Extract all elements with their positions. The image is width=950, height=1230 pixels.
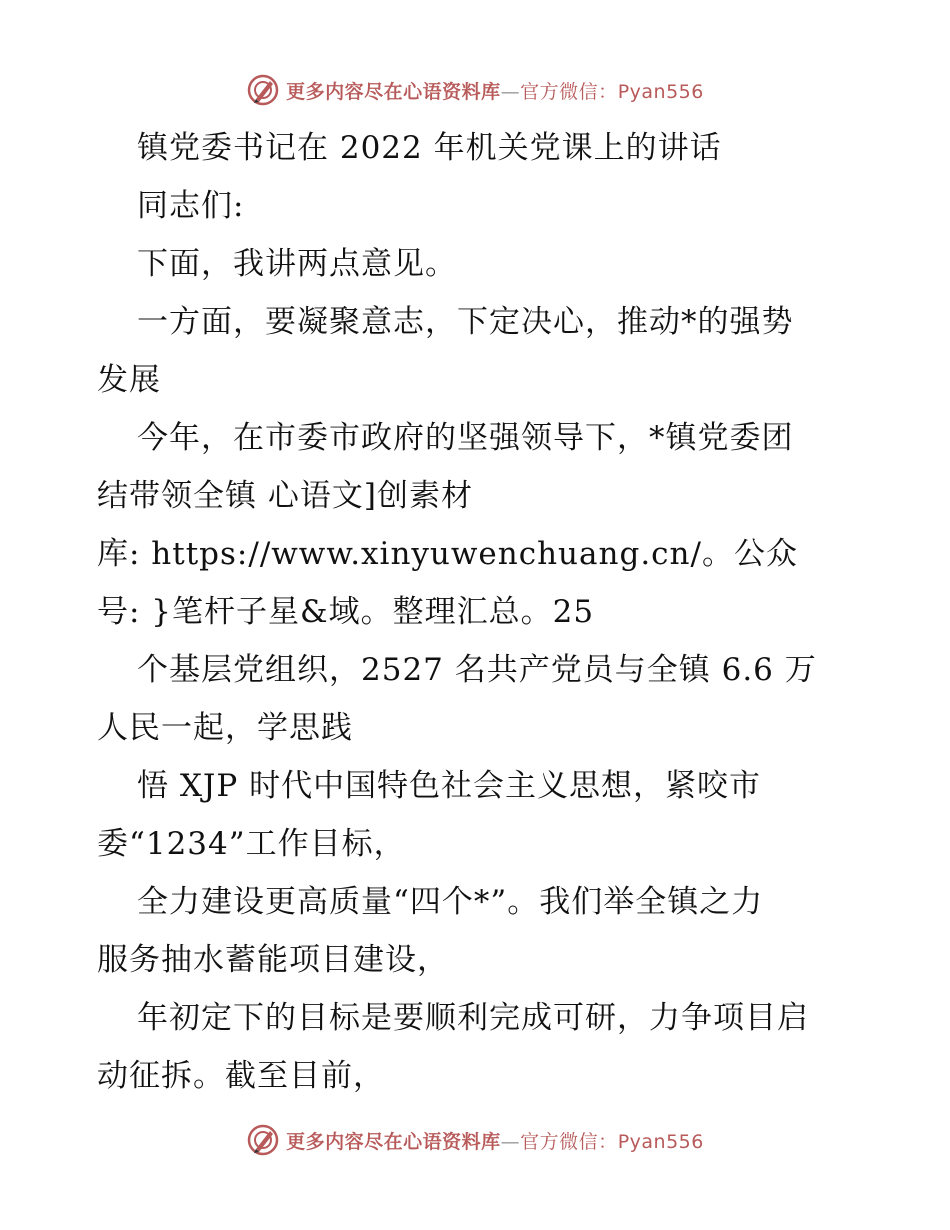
paragraph-line: 个基层党组织，2527 名共产党员与全镇 6.6 万 (137, 652, 817, 688)
paragraph-line: 一方面，要凝聚意志，下定决心，推动*的强势 (137, 304, 794, 340)
watermark-separator: — (500, 80, 521, 103)
paragraph-line: 今年，在市委市政府的坚强领导下，*镇党委团 (137, 420, 794, 456)
paragraph-line: 悟 XJP 时代中国特色社会主义思想，紧咬市 (137, 768, 762, 804)
watermark-banner-top (0, 70, 950, 110)
paragraph-line: 年初定下的目标是要顺利完成可研，力争项目启 (137, 1000, 809, 1036)
salutation: 同志们: (137, 188, 245, 224)
paragraph-line: 结带领全镇 心语文]创素材 (97, 478, 473, 514)
pen-logo-icon (246, 1123, 280, 1157)
watermark-main-text: 更多内容尽在心语资料库 (286, 80, 501, 103)
watermark-separator: — (500, 1130, 521, 1153)
paragraph-line: 动征拆。截至目前， (97, 1058, 385, 1094)
paragraph-line: 发展 (97, 362, 161, 398)
watermark-banner-bottom (0, 1120, 950, 1160)
watermark-main-text: 更多内容尽在心语资料库 (286, 1130, 501, 1153)
watermark-official-label: 官方微信： (520, 1130, 618, 1153)
paragraph-line: 号: }笔杆子星&域。整理汇总。25 (97, 594, 595, 630)
paragraph-line: 下面，我讲两点意见。 (137, 246, 457, 282)
watermark-account: Pyan556 (617, 80, 704, 103)
pen-logo-icon (246, 73, 280, 107)
paragraph-line: 全力建设更高质量“四个*”。我们举全镇之力 (137, 884, 764, 920)
paragraph-line: 人民一起，学思践 (97, 710, 353, 746)
paragraph-line: 委“1234”工作目标， (97, 826, 406, 862)
watermark-official-label: 官方微信： (520, 80, 618, 103)
document-title: 镇党委书记在 2022 年机关党课上的讲话 (137, 130, 722, 166)
paragraph-line: 服务抽水蓄能项目建设， (97, 942, 449, 978)
paragraph-line: 库: https://www.xinyuwenchuang.cn/。公众 (97, 536, 798, 572)
watermark-account: Pyan556 (617, 1130, 704, 1153)
